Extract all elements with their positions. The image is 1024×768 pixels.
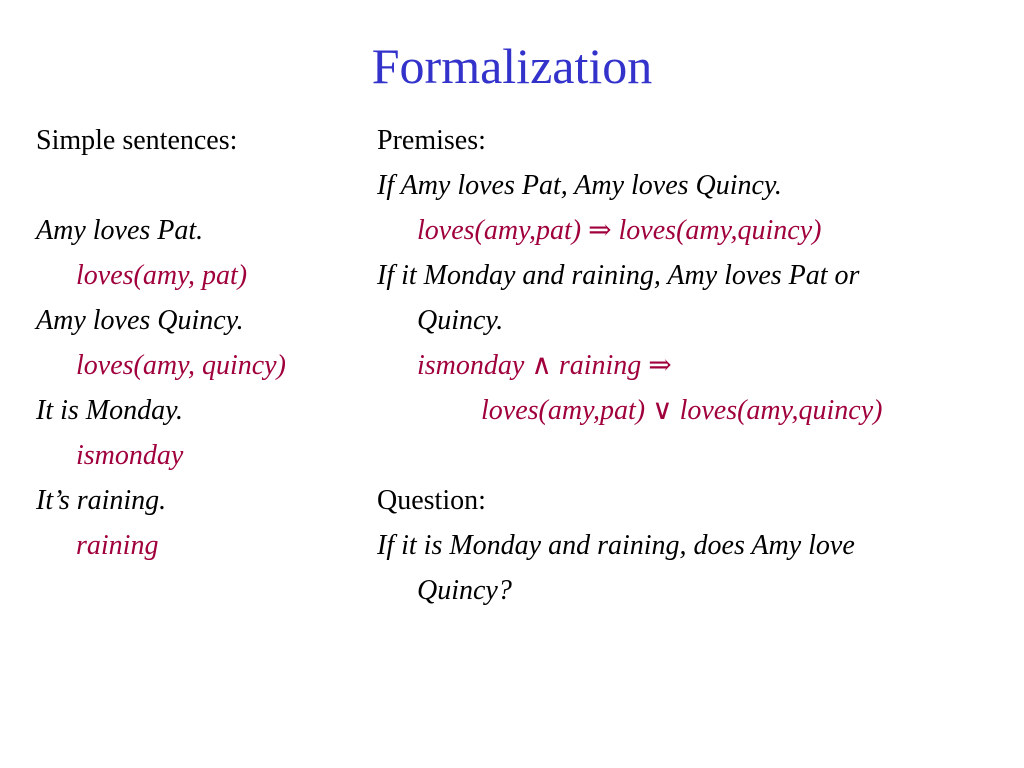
- premise-2-formula-line-1: [377, 343, 997, 388]
- premise-2-loves-amy-pat: loves(amy,pat): [481, 395, 646, 426]
- formula-ismonday: ismonday: [76, 440, 184, 471]
- question-heading: Question:: [377, 485, 486, 516]
- premise-2-formula-line-2: [377, 388, 997, 433]
- premises-heading: Premises:: [377, 125, 486, 156]
- implies-symbol: ⇒: [648, 350, 672, 381]
- formula-raining: raining: [76, 530, 159, 561]
- premise-1-rhs: loves(amy,quincy): [618, 215, 822, 246]
- sentence-amy-loves-quincy: Amy loves Quincy.: [36, 305, 244, 336]
- formula-loves-amy-quincy: loves(amy, quincy): [76, 350, 286, 381]
- slide-title: Formalization: [371, 38, 653, 94]
- premise-2-loves-amy-quincy: loves(amy,quincy): [679, 395, 883, 426]
- simple-sentences-heading: Simple sentences:: [36, 125, 238, 156]
- premise-2-ismonday: ismonday: [417, 350, 525, 381]
- premise-2-text-line-2: Quincy.: [417, 305, 504, 336]
- implies-symbol: ⇒: [588, 215, 612, 246]
- or-symbol: ∨: [652, 395, 673, 426]
- and-symbol: ∧: [531, 350, 552, 381]
- premise-2-text-line-1: If it Monday and raining, Amy loves Pat or: [377, 260, 860, 291]
- premise-1-lhs: loves(amy,pat): [417, 215, 582, 246]
- sentence-it-is-monday: It is Monday.: [36, 395, 183, 426]
- sentence-amy-loves-pat: Amy loves Pat.: [36, 215, 204, 246]
- premises-column: [377, 118, 997, 613]
- premise-2-raining: raining: [558, 350, 642, 381]
- simple-sentences-column: [36, 118, 366, 568]
- formula-loves-amy-pat: loves(amy, pat): [76, 260, 248, 291]
- question-text-line-2: Quincy?: [417, 575, 512, 606]
- sentence-its-raining: It’s raining.: [36, 485, 167, 516]
- premise-1-formula: [377, 208, 997, 253]
- question-text-line-1: If it is Monday and raining, does Amy love: [377, 530, 855, 561]
- premise-1-text: If Amy loves Pat, Amy loves Quincy.: [377, 170, 782, 201]
- blank-line: [36, 163, 366, 208]
- blank-line: [377, 433, 997, 478]
